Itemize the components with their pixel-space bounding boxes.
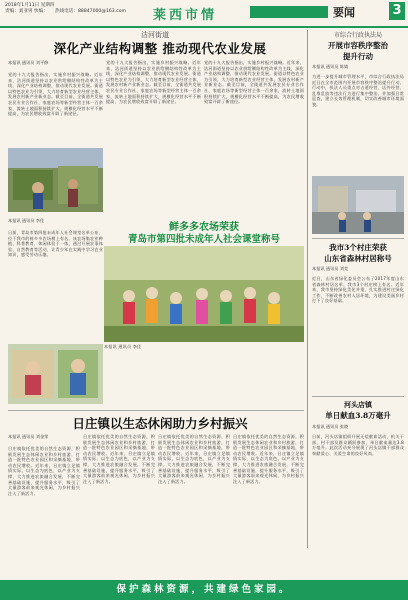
right2-body: 近日，山东省绿化委员会公布了2017年度山东省森林村居名单，我市3个村庄榜上有名。近年来，我市坚持绿化美化并重，扎实推进村庄绿化工作，不断改善农村人居环境，为建设美丽乡村打下了良好基础。 [312, 276, 404, 304]
right2-rule [312, 238, 404, 239]
header-decor-bar [250, 6, 328, 18]
right2-byline: 本报讯 通讯员 刘竞 [312, 266, 349, 271]
photo-story-headline-1: 鲜多多农场荣获 [169, 222, 239, 233]
photo-story-headline-2: 青岛市第四批未成年人社会课堂称号 [127, 234, 280, 245]
date-line: 2018年1月11日 星期四 [5, 3, 55, 8]
photo-story-image [104, 246, 304, 342]
lead-headline: 深化产业结构调整 推动现代农业发展 [53, 41, 267, 56]
right1-body: 为进一步提升城市管理水平，市综合行政执法局近日在全市范围内开展市容秩序整治提升行动。行动中，执法人员重点对占道经营、店外经营、乱堆乱放等违法行为进行集中整治，并加强日常巡查，建立长效管理机制，切实改善城市环境面貌。 [312, 74, 404, 107]
footer-slogan-bar [0, 580, 408, 600]
bottom-rule [8, 410, 304, 411]
strip-photo [8, 344, 103, 404]
lead-photo [8, 148, 103, 212]
lead-body-col2: 党的十九大报告指出，实施乡村振兴战略。近年来，沽河街道坚持以农业供给侧结构性改革为主线，深化产业结构调整，推动现代农业发展。街道以特色农业为引领，大力培育新型农业经营主体，发展农村新产业新业态。截至目前，全街道共发展农民专业合作社、家庭农场等新型经营主体一百余家，流转土地面积持续扩大，规模化经营水平不断提高，为农民增收致富开辟了新途径。 [106, 60, 201, 105]
hotline-line: 热线电话：88847000@163.com [55, 9, 126, 14]
right1-headline-1: 开展市容秩序整治 [328, 41, 388, 50]
right3-body: 日前，河头店镇组织开展无偿献血活动，机关干部、村干部及群众踊跃参加，单日献血量达3.8万毫升。此次活动充分展现了河头店镇干部群众奉献爱心、关爱生命的良好风尚。 [312, 434, 404, 456]
bottom-body-col3: 日庄镇依托优美的自然生态资源，积极发展生态休闲农业和乡村旅游，打造一批特色农业园区和采摘基地，带动农民增收。近年来，日庄镇立足镇情实际，以生态为底色，以产业为支撑，大力推进农旅融合发展，不断完善基础设施，提升服务水平，吸引了大量游客前来观光休闲，为乡村振兴注入了新活力。 [158, 434, 230, 484]
page-header [0, 0, 408, 28]
bottom-body-col2: 日庄镇依托优美的自然生态资源，积极发展生态休闲农业和乡村旅游，打造一批特色农业园区和采摘基地，带动农民增收。近年来，日庄镇立足镇情实际，以生态为底色，以产业为支撑，大力推进农旅融合发展，不断完善基础设施，提升服务水平，吸引了大量游客前来观光休闲，为乡村振兴注入了新活力。 [83, 434, 155, 484]
lead-kicker: 沽河街道 [141, 31, 169, 39]
right1-headline-2: 提升行动 [343, 52, 373, 61]
right2-headline-1: 我市3个村庄荣获 [329, 243, 387, 252]
right3-headline: 单日献血3.8万毫升 [325, 411, 391, 420]
right3-rule [312, 396, 404, 397]
editor-line: 责编：刘亚男 快编： [5, 9, 48, 14]
right2-headline-2: 山东省森林村居称号 [324, 254, 392, 263]
paper-title: 莱西市情 [152, 8, 217, 23]
lead-byline: 本报讯 通讯员 刘平修 [8, 60, 49, 65]
bottom-byline: 本报讯 通讯员 刘金荣 [8, 434, 49, 439]
photo-caption: 本报讯 通讯员 李佳 [104, 344, 142, 349]
right3-kicker: 河头店镇 [344, 400, 372, 409]
right3-byline: 本报讯 通讯员 张晓 [312, 424, 349, 429]
photo-story-body: 日前，青岛市第四批未成年人社会课堂名单公布，位于我市的鲜多多农场榜上有名。该农场集农业种植、科普教育、休闲体验于一体，通过开展农事体验、自然教育等活动，让青少年在实践中学习农业知识，感受劳动乐趣。 [8, 230, 103, 258]
right1-byline: 本报讯 通讯员 陈婧 [312, 64, 349, 69]
bottom-headline: 日庄镇以生态休闲助力乡村振兴 [72, 416, 248, 431]
lead-body-col3: 党的十九大报告指出，实施乡村振兴战略。近年来，沽河街道坚持以农业供给侧结构性改革为主线，深化产业结构调整，推动现代农业发展。街道以特色农业为引领，大力培育新型农业经营主体，发展农村新产业新业态。截至目前，全街道共发展农民专业合作社、家庭农场等新型经营主体一百余家，流转土地面积持续扩大，规模化经营水平不断提高，为农民增收致富开辟了新途径。 [204, 60, 304, 105]
bottom-body-col4: 日庄镇依托优美的自然生态资源，积极发展生态休闲农业和乡村旅游，打造一批特色农业园区和采摘基地，带动农民增收。近年来，日庄镇立足镇情实际，以生态为底色，以产业为支撑，大力推进农旅融合发展，不断完善基础设施，提升服务水平，吸引了大量游客前来观光休闲，为乡村振兴注入了新活力。 [233, 434, 304, 484]
right1-kicker: 市综合行政执法局 [333, 32, 382, 39]
column-divider [307, 30, 308, 548]
bottom-body-col1: 日庄镇依托优美的自然生态资源，积极发展生态休闲农业和乡村旅游，打造一批特色农业园区和采摘基地，带动农民增收。近年来，日庄镇立足镇情实际，以生态为底色，以产业为支撑，大力推进农旅融合发展，不断完善基础设施，提升服务水平，吸引了大量游客前来观光休闲，为乡村振兴注入了新活力。 [8, 446, 80, 496]
page-number: 3 [389, 2, 405, 20]
right1-photo [312, 176, 404, 234]
photo-story-byline: 本报讯 通讯员 李佳 [8, 218, 45, 223]
lead-body-col1: 党的十九大报告指出，实施乡村振兴战略。近年来，沽河街道坚持以农业供给侧结构性改革为主线，深化产业结构调整，推动现代农业发展。街道以特色农业为引领，大力培育新型农业经营主体，发展农村新产业新业态。截至目前，全街道共发展农民专业合作社、家庭农场等新型经营主体一百余家，流转土地面积持续扩大，规模化经营水平不断提高，为农民增收致富开辟了新途径。 [8, 72, 103, 117]
section-name: 要闻 [333, 6, 355, 19]
footer-slogan: 保护森林资源，共建绿色家园。 [116, 584, 292, 595]
